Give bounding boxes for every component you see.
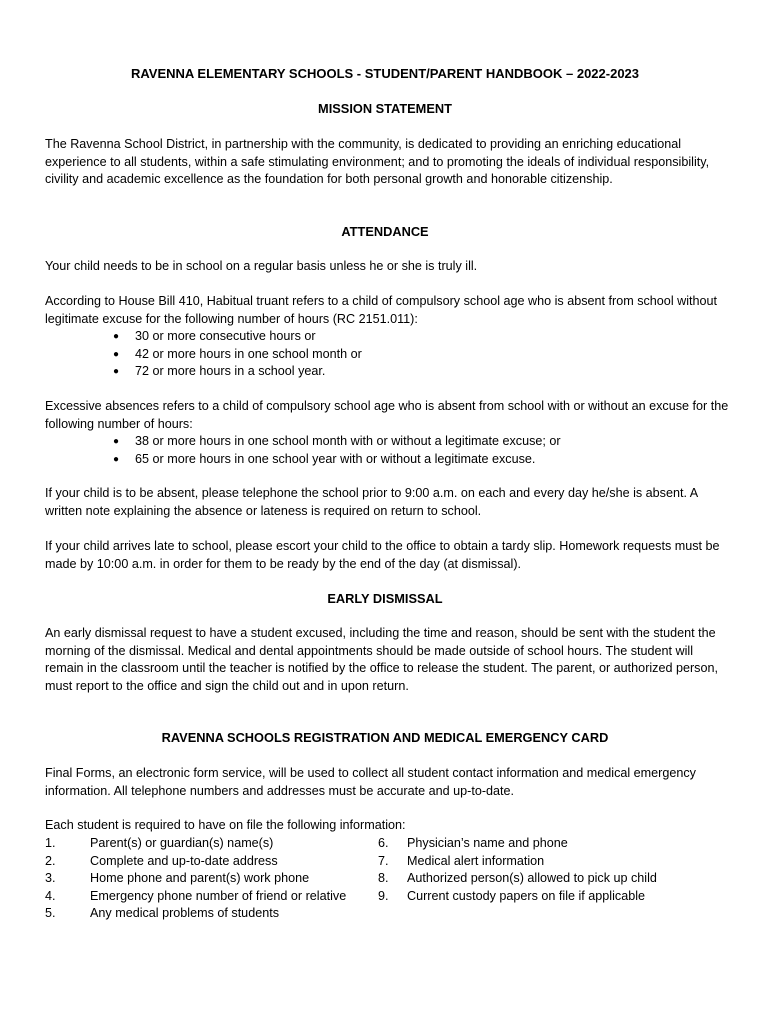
item-number: 5. [45, 906, 56, 920]
mission-text: The Ravenna School District, in partnership with the community, is dedicated to providing an enriching educational experience to all students, within a safe stimulating environment; and to promoting the ideals of individual responsibility, civility and academic excellence as the foundation for both personal growth and honorable citizenship. [45, 137, 710, 186]
excessive-absences-text: Excessive absences refers to a child of compulsory school age who is absent from school with or without an excuse for the following number of hours: [45, 399, 729, 431]
early-dismissal-text: An early dismissal request to have a student excused, including the time and reason, should be sent with the student the morning of the dismissal. Medical and dental appointments should be made outside of school hours. The student will remain in the classroom until the teacher is notified by the office to release the student. The parent, or authorized person, must report to the office and sign the child out and in upon return. [45, 626, 718, 693]
list-row [45, 888, 735, 906]
item-number: 8. [378, 871, 389, 885]
list-item: Authorized person(s) allowed to pick up child [407, 871, 657, 885]
item-number: 2. [45, 853, 56, 868]
item-number: 9. [378, 888, 389, 903]
mission-heading: MISSION STATEMENT [318, 101, 452, 116]
list-item: Emergency phone number of friend or relative [90, 888, 347, 903]
list-item: ● 72 or more hours in a school year. [135, 363, 735, 381]
attendance-heading: ATTENDANCE [341, 224, 429, 239]
list-item: Home phone and parent(s) work phone [90, 871, 310, 885]
excessive-hours-list [135, 433, 735, 468]
habitual-truant-text: According to House Bill 410, Habitual truant refers to a child of compulsory school age who is absent from school without legitimate excuse for the following number of hours (RC 2151.011): [45, 294, 718, 326]
list-row [45, 870, 735, 888]
list-item: ● 65 or more hours in one school year with or without a legitimate excuse. [135, 451, 735, 469]
list-item: ● 42 or more hours in one school month or [135, 346, 735, 364]
list-item: Parent(s) or guardian(s) name(s) [90, 836, 274, 850]
final-forms-text: Final Forms, an electronic form service, will be used to collect all student contact information and medical emergency information. All telephone numbers and addresses must be accurate and up-to-date. [45, 766, 696, 798]
required-info-list [45, 835, 735, 923]
list-item: Complete and up-to-date address [90, 853, 278, 868]
list-item: ● 38 or more hours in one school month with or without a legitimate excuse; or [135, 433, 735, 451]
list-item: Current custody papers on file if applicable [407, 888, 646, 903]
absence-call-text: If your child is to be absent, please telephone the school prior to 9:00 a.m. on each and every day he/she is absent. A written note explaining the absence or lateness is required on return to school. [45, 486, 698, 518]
item-number: 6. [378, 836, 389, 850]
item-number: 7. [378, 853, 389, 868]
early-dismissal-heading: EARLY DISMISSAL [327, 591, 443, 606]
required-info-intro: Each student is required to have on file the following information: [45, 818, 406, 832]
list-item: Medical alert information [407, 853, 545, 868]
item-number: 3. [45, 871, 56, 885]
truant-hours-list [135, 328, 735, 381]
tardy-text: If your child arrives late to school, please escort your child to the office to obtain a tardy slip. Homework requests must be made by 10:00 a.m. in order for them to be ready by the end of the day (at dismissal). [45, 539, 720, 571]
list-row [45, 853, 735, 871]
document-title: RAVENNA ELEMENTARY SCHOOLS - STUDENT/PARENT HANDBOOK – 2022-2023 [130, 66, 640, 81]
list-item: Physician’s name and phone [407, 836, 568, 850]
item-number: 1. [45, 836, 56, 850]
list-row [45, 905, 735, 923]
list-item: ● 30 or more consecutive hours or [135, 328, 735, 346]
item-number: 4. [45, 888, 56, 903]
list-item: Any medical problems of students [90, 906, 279, 920]
list-row [45, 835, 735, 853]
registration-heading: RAVENNA SCHOOLS REGISTRATION AND MEDICAL EMERGENCY CARD [161, 730, 609, 745]
attendance-intro: Your child needs to be in school on a regular basis unless he or she is truly ill. [45, 259, 478, 273]
